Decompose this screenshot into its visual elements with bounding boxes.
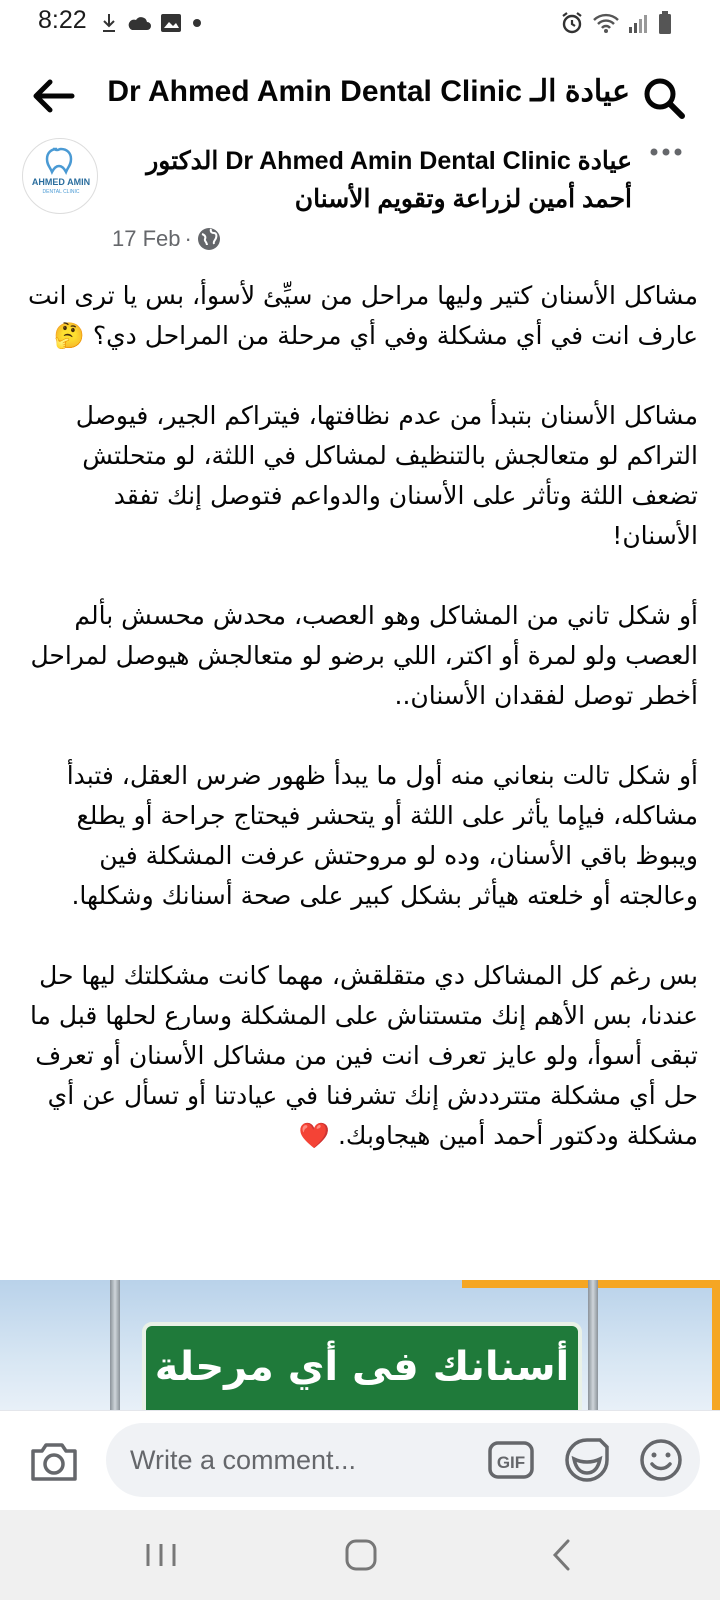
arrow-left-icon bbox=[28, 72, 78, 120]
search-button[interactable] bbox=[640, 74, 688, 122]
cloud-icon bbox=[126, 14, 152, 32]
search-icon bbox=[640, 74, 688, 122]
road-sign bbox=[142, 1322, 582, 1410]
road-sign-text: أسنانك فى أي مرحلة bbox=[154, 1344, 570, 1390]
emoji-icon bbox=[636, 1435, 686, 1485]
more-horizontal-icon bbox=[640, 138, 696, 174]
post-paragraph: بس رغم كل المشاكل دي متقلقش، مهما كانت مشكلتك ليها حل عندنا، بس الأهم إنك متستناش على المشكلة وسارع لحلها قبل ما تبقى أسوأ، ولو عايز تعرف انت فين من مشاكل الأسنان أو تعرف حل أي مشكلة متترددش إنك تشرفنا في عيادتنا أو تسأل عن أي مشكلة ودكتور أحمد أمين هيجاوبك. ❤️ bbox=[29, 961, 698, 1150]
download-icon bbox=[100, 12, 118, 34]
sticker-button[interactable] bbox=[562, 1435, 612, 1485]
recent-apps-icon bbox=[138, 1532, 184, 1578]
status-left-icons bbox=[100, 10, 204, 36]
post-paragraph: أو شكل تالت بنعاني منه أول ما يبدأ ظهور ضرس العقل، فتبدأ مشاكله، فيإما يأثر على اللثة أو يتحشر فيحتاج جراحة أو يطلع ويبوظ باقي الأسنان، وده لو مروحتش عرفت المشكلة فين وعالجته أو خلعته هيأثر بشكل كبير على صحة أسنانك وشكلها. bbox=[66, 761, 698, 910]
post-date[interactable]: 17 Feb bbox=[112, 226, 181, 251]
emoji-button[interactable] bbox=[636, 1435, 686, 1485]
sticker-icon bbox=[562, 1435, 612, 1485]
wifi-icon bbox=[592, 12, 620, 34]
signal-icon bbox=[628, 12, 650, 34]
battery-icon bbox=[658, 11, 672, 35]
dot-icon bbox=[190, 16, 204, 30]
status-right-icons bbox=[560, 10, 672, 36]
avatar-logo-subtext: DENTAL CLINIC bbox=[42, 189, 80, 195]
chevron-left-icon bbox=[540, 1532, 586, 1578]
sign-pole-left bbox=[110, 1280, 120, 1410]
post-image[interactable] bbox=[0, 1280, 720, 1410]
gif-label: GIF bbox=[496, 1453, 526, 1472]
avatar-logo-text: AHMED AMIN bbox=[31, 177, 91, 187]
comment-bar bbox=[0, 1410, 720, 1510]
status-time: 8:22 bbox=[38, 6, 87, 34]
more-options-button[interactable] bbox=[640, 138, 696, 174]
clinic-logo-icon bbox=[23, 139, 98, 214]
post-body bbox=[22, 276, 698, 1196]
recent-apps-button[interactable] bbox=[138, 1532, 184, 1578]
back-button[interactable] bbox=[28, 72, 78, 120]
gif-button[interactable] bbox=[486, 1435, 536, 1485]
sign-pole-right bbox=[588, 1280, 598, 1410]
post-paragraph: مشاكل الأسنان كتير وليها مراحل من سيِّئ لأسوأ، بس يا ترى انت عارف انت في أي مشكلة وفي أي مرحلة من المراحل دي؟ 🤔 bbox=[28, 281, 698, 350]
system-nav-bar bbox=[0, 1510, 720, 1600]
system-back-button[interactable] bbox=[540, 1532, 586, 1578]
home-icon bbox=[338, 1532, 384, 1578]
date-separator: · bbox=[184, 226, 192, 251]
alarm-icon bbox=[560, 11, 584, 35]
status-bar bbox=[0, 0, 720, 44]
page-avatar[interactable] bbox=[22, 138, 98, 214]
post-paragraph: مشاكل الأسنان بتبدأ من عدم نظافتها، فيتراكم الجير، فيوصل التراكم لو متعالجش بالتنظيف لمشاكل في اللثة، لو متحلتش تضعف اللثة وتأثر على الأسنان والدواعم فتوصل إنك تفقد الأسنان! bbox=[75, 401, 698, 550]
home-button[interactable] bbox=[338, 1532, 384, 1578]
post-meta bbox=[112, 224, 222, 254]
image-icon bbox=[160, 12, 182, 34]
top-header bbox=[0, 60, 720, 132]
gif-icon bbox=[486, 1435, 536, 1485]
post-paragraph: أو شكل تاني من المشاكل وهو العصب، محدش محسش بألم العصب ولو لمرة أو اكتر، اللي برضو لو متعالجش هيوصل لمراحل أخطر توصل لفقدان الأسنان.. bbox=[30, 601, 698, 710]
camera-icon bbox=[28, 1437, 80, 1485]
camera-button[interactable] bbox=[28, 1437, 80, 1485]
post-page-name[interactable]: عيادة Dr Ahmed Amin Dental Clinic الدكتور أحمد أمين لزراعة وتقويم الأسنان bbox=[146, 147, 632, 213]
page-title: عيادة الـ Dr Ahmed Amin Dental Clinic bbox=[107, 75, 630, 108]
globe-icon bbox=[196, 226, 222, 252]
image-accent-bar-vertical bbox=[712, 1280, 720, 1410]
